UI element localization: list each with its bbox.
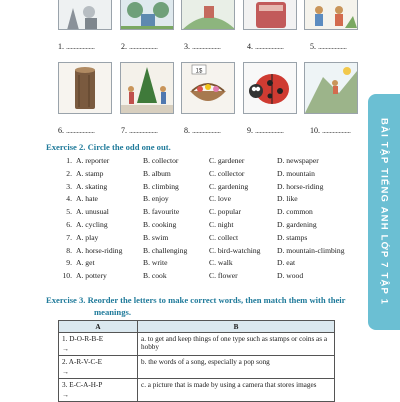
flower-basket-icon	[181, 62, 235, 114]
people-picture-icon	[304, 0, 358, 30]
option-d[interactable]: D. like	[277, 194, 298, 204]
answer-blanks-row-2	[58, 126, 368, 135]
option-a[interactable]: A. horse-riding	[76, 245, 123, 255]
blank-line: ...................	[66, 42, 95, 51]
blank-line: ...................	[129, 126, 158, 135]
option-d[interactable]: D. wood	[277, 271, 304, 281]
container-picture-icon	[243, 0, 297, 30]
person-climbing-icon	[304, 62, 358, 114]
question-number: 2.	[66, 168, 72, 178]
option-c[interactable]: C. love	[209, 194, 231, 204]
answer-blank[interactable]	[58, 126, 116, 135]
question-number: 9.	[66, 258, 72, 268]
option-b[interactable]: B. cook	[143, 271, 167, 281]
option-d[interactable]: D. mountain-climbing	[277, 245, 345, 255]
option-b[interactable]: B. write	[143, 258, 168, 268]
option-c[interactable]: C. collector	[209, 168, 245, 178]
answer-arrow: →	[62, 391, 69, 399]
blank-line: ...................	[255, 126, 284, 135]
answer-blank[interactable]	[121, 126, 179, 135]
option-a[interactable]: A. pottery	[76, 271, 107, 281]
answer-number: 3.	[184, 42, 190, 51]
answer-blank[interactable]	[247, 126, 305, 135]
people-dancing-icon	[120, 62, 174, 114]
answer-blank[interactable]	[310, 42, 368, 51]
side-tab-label: BÀI TẬP TIẾNG ANH LỚP 7 TẬP 1	[378, 118, 390, 306]
question-row	[58, 169, 345, 182]
blank-line: ...................	[255, 42, 284, 51]
answer-blank[interactable]	[310, 126, 368, 135]
question-number: 4.	[66, 194, 72, 204]
option-b[interactable]: B. swim	[143, 232, 169, 242]
scrambled-word: 1. D-O-R-B-E	[62, 335, 104, 343]
option-d[interactable]: D. newspaper	[277, 156, 319, 165]
option-a[interactable]: A. get	[76, 258, 95, 268]
question-row	[58, 233, 345, 246]
blank-line: ...................	[66, 126, 95, 135]
question-row	[58, 258, 345, 271]
question-row	[58, 207, 345, 220]
question-number: 7.	[66, 232, 72, 242]
option-b[interactable]: B. climbing	[143, 181, 179, 191]
blank-line: ...................	[322, 126, 351, 135]
option-b[interactable]: B. challenging	[143, 245, 188, 255]
option-d[interactable]: D. stamps	[277, 232, 308, 242]
question-row	[58, 271, 345, 284]
question-number: 10.	[62, 271, 72, 281]
answer-number: 10.	[310, 126, 320, 135]
question-number: 8.	[66, 245, 72, 255]
question-number: 3.	[66, 181, 72, 191]
answer-blank[interactable]	[121, 42, 179, 51]
meaning-cell[interactable]: a. to get and keep things of one type such as stamps or coins as a hobby	[138, 333, 335, 356]
question-row	[58, 220, 345, 233]
answer-number: 8.	[184, 126, 190, 135]
option-b[interactable]: B. favourite	[143, 207, 180, 217]
landscape-picture-icon	[120, 0, 174, 30]
question-number: 1.	[66, 156, 72, 165]
option-a[interactable]: A. unusual	[76, 207, 109, 217]
option-c[interactable]: C. flower	[209, 271, 238, 281]
matching-header-row	[59, 321, 335, 333]
scrambled-word: 3. E-C-A-H-P	[62, 381, 103, 389]
option-d[interactable]: D. common	[277, 207, 313, 217]
column-a-header: A	[59, 321, 138, 333]
ladybird-icon	[243, 62, 297, 114]
option-a[interactable]: A. stamp	[76, 168, 104, 178]
meaning-cell[interactable]: b. the words of a song, especially a pop song	[138, 356, 335, 379]
option-c[interactable]: C. popular	[209, 207, 242, 217]
blank-line: ...................	[129, 42, 158, 51]
column-b-header: B	[138, 321, 335, 333]
scrambled-word: 2. A-R-V-C-E	[62, 358, 103, 366]
picture-row-top	[58, 0, 358, 30]
option-d[interactable]: D. horse-riding	[277, 181, 324, 191]
option-b[interactable]: B. album	[143, 168, 171, 178]
option-a[interactable]: A. skating	[76, 181, 108, 191]
question-row	[58, 194, 345, 207]
option-d[interactable]: D. eat	[277, 258, 296, 268]
answer-arrow: →	[62, 368, 69, 376]
option-a[interactable]: A. play	[76, 232, 99, 242]
price-tag-text: 1$	[195, 68, 203, 75]
option-c[interactable]: C. collect	[209, 232, 239, 242]
matching-row	[59, 333, 335, 356]
answer-blanks-row-1	[58, 42, 368, 51]
scrambled-word-cell[interactable]	[59, 333, 138, 356]
option-c[interactable]: C. night	[209, 219, 234, 229]
option-b[interactable]: B. cooking	[143, 219, 177, 229]
option-c[interactable]: C. bird-watching	[209, 245, 261, 255]
collector-picture-icon	[58, 0, 112, 30]
garden-picture-icon	[181, 0, 235, 30]
matching-row	[59, 356, 335, 379]
option-a[interactable]: A. cycling	[76, 219, 108, 229]
answer-number: 2.	[121, 42, 127, 51]
answer-blank[interactable]	[184, 126, 242, 135]
question-row	[58, 246, 345, 259]
exercise-2-title: Exercise 2. Circle the odd one out.	[46, 142, 171, 152]
exercise-2-options	[58, 156, 345, 284]
wood-log-icon	[58, 62, 112, 114]
question-row	[58, 156, 345, 169]
answer-number: 7.	[121, 126, 127, 135]
option-d[interactable]: D. gardening	[277, 219, 317, 229]
blank-line: ...................	[318, 42, 347, 51]
scrambled-word-cell[interactable]	[59, 379, 138, 402]
exercise-3-title: Exercise 3. Reorder the letters to make correct words, then match them with their	[46, 295, 346, 305]
blank-line: ...................	[192, 126, 221, 135]
scrambled-word-cell[interactable]	[59, 356, 138, 379]
answer-number: 9.	[247, 126, 253, 135]
option-c[interactable]: C. walk	[209, 258, 233, 268]
option-a[interactable]: A. reporter	[76, 156, 110, 165]
answer-blank[interactable]	[184, 42, 242, 51]
option-d[interactable]: D. mountain	[277, 168, 315, 178]
question-number: 5.	[66, 207, 72, 217]
answer-number: 5.	[310, 42, 316, 51]
matching-table	[58, 320, 335, 402]
answer-blank[interactable]	[247, 42, 305, 51]
exercise-3-title-cont: meanings.	[94, 307, 132, 317]
answer-blank[interactable]	[58, 42, 116, 51]
question-number: 6.	[66, 219, 72, 229]
matching-row	[59, 379, 335, 402]
option-c[interactable]: C. gardener	[209, 156, 245, 165]
blank-line: ...................	[192, 42, 221, 51]
option-b[interactable]: B. collector	[143, 156, 179, 165]
meaning-cell[interactable]: c. a picture that is made by using a camera that stores images	[138, 379, 335, 402]
side-tab-label-box	[368, 94, 400, 330]
answer-number: 6.	[58, 126, 64, 135]
option-b[interactable]: B. enjoy	[143, 194, 169, 204]
option-c[interactable]: C. gardening	[209, 181, 249, 191]
answer-number: 4.	[247, 42, 253, 51]
option-a[interactable]: A. hate	[76, 194, 98, 204]
answer-arrow: →	[62, 345, 69, 353]
question-row	[58, 182, 345, 195]
picture-row-mid	[58, 62, 358, 114]
answer-number: 1.	[58, 42, 64, 51]
